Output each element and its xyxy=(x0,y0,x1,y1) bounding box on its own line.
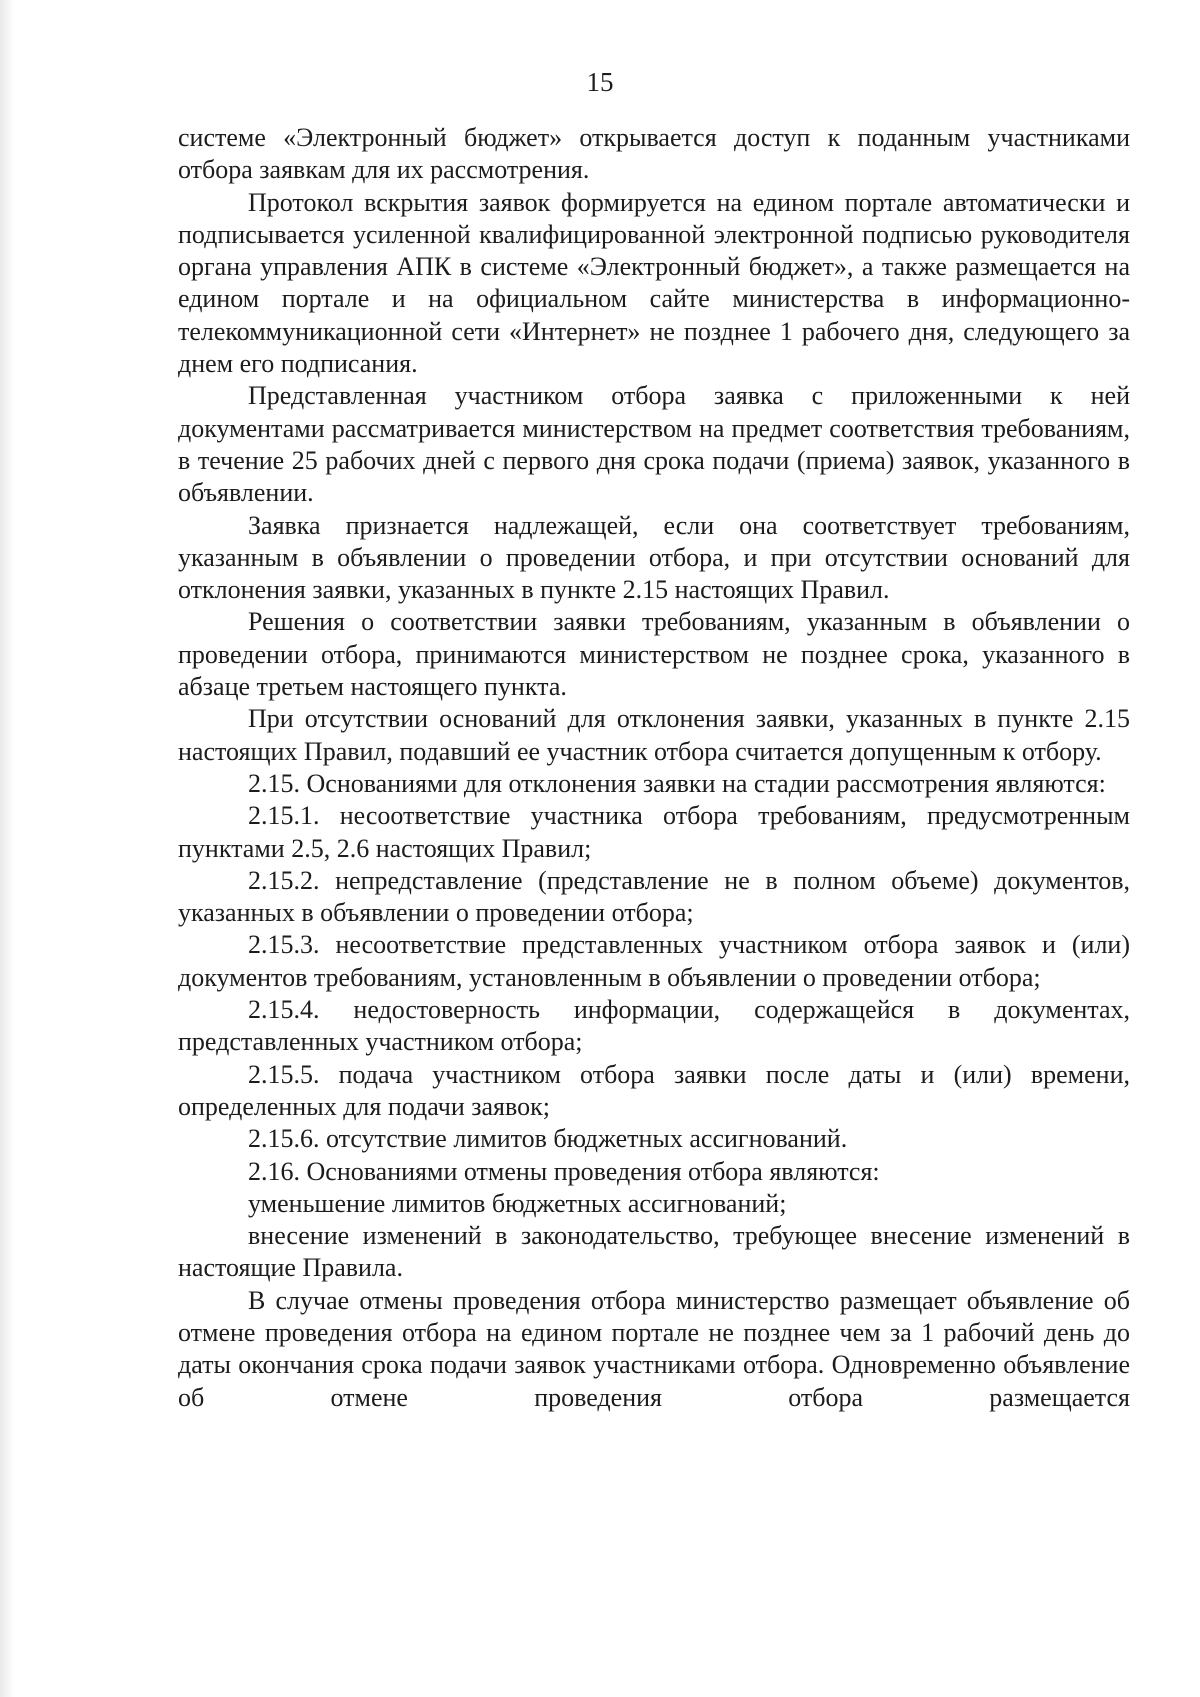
document-body xyxy=(178,122,1130,1414)
paragraph-application-review: Представленная участником отбора заявка с приложенными к ней документами рассматривается министерством на предмет соответствия требованиям, в течение 25 рабочих дней с первого дня срока подачи (приема) заявок, указанного в объявлении. xyxy=(178,381,1130,508)
clause-2-15: 2.15. Основаниями для отклонения заявки на стадии рассмотрения являются: xyxy=(248,768,1106,798)
paragraph-application-proper: Заявка признается надлежащей, если она соответствует требованиям, указанным в объявлении о проведении отбора, и при отсутствии оснований для отклонения заявки, указанных в пункте 2.15 настоящих Правил. xyxy=(178,510,1130,605)
paragraph-continuation: системе «Электронный бюджет» открывается доступ к поданным участниками отбора заявкам для их рассмотрения. xyxy=(178,123,1130,185)
clause-2-15-1: 2.15.1. несоответствие участника отбора требованиям, предусмотренным пунктами 2.5, 2.6 настоящих Правил; xyxy=(178,801,1130,863)
scan-edge-shadow xyxy=(0,0,14,1697)
clause-2-15-4: 2.15.4. недостоверность информации, содержащейся в документах, представленных участником отбора; xyxy=(178,995,1130,1057)
paragraph-cancellation: В случае отмены проведения отбора министерство размещает объявление об отмене проведения отбора на едином портале не позднее чем за 1 рабочий день до даты окончания срока подачи заявок участниками отбора. Одновременно объявление об отмене проведения отбора размещается xyxy=(178,1285,1130,1412)
clause-2-16-item-1: уменьшение лимитов бюджетных ассигнований; xyxy=(248,1188,787,1218)
clause-2-15-2: 2.15.2. непредставление (представление не в полном объеме) документов, указанных в объявлении о проведении отбора; xyxy=(178,865,1130,928)
clause-2-16-item-2: внесение изменений в законодательство, требующее внесение изменений в настоящие Правила. xyxy=(178,1221,1130,1283)
clause-2-16: 2.16. Основаниями отмены проведения отбора являются: xyxy=(248,1156,880,1186)
clause-2-15-5: 2.15.5. подача участником отбора заявки после даты и (или) времени, определенных для подачи заявок; xyxy=(178,1059,1130,1121)
paragraph-admission: При отсутствии оснований для отклонения заявки, указанных в пункте 2.15 настоящих Правил, подавший ее участник отбора считается допущенным к отбору. xyxy=(178,704,1130,766)
paragraph-decisions: Решения о соответствии заявки требованиям, указанным в объявлении о проведении отбора, принимаются министерством не позднее срока, указанного в абзаце третьем настоящего пункта. xyxy=(178,607,1130,702)
clause-2-15-6: 2.15.6. отсутствие лимитов бюджетных ассигнований. xyxy=(248,1124,848,1154)
page-number: 15 xyxy=(586,67,614,97)
clause-2-15-3: 2.15.3. несоответствие представленных участником отбора заявок и (или) документов требованиям, установленным в объявлении о проведении отбора; xyxy=(178,930,1130,992)
paragraph-protocol: Протокол вскрытия заявок формируется на едином портале автоматически и подписывается усиленной квалифицированной электронной подписью руководителя органа управления АПК в системе «Электронный бюджет», а также размещается на едином портале и на официальном сайте министерства в информационно-телекоммуникационной сети «Интернет» не позднее 1 рабочего дня, следующего за днем его подписания. xyxy=(178,187,1130,379)
